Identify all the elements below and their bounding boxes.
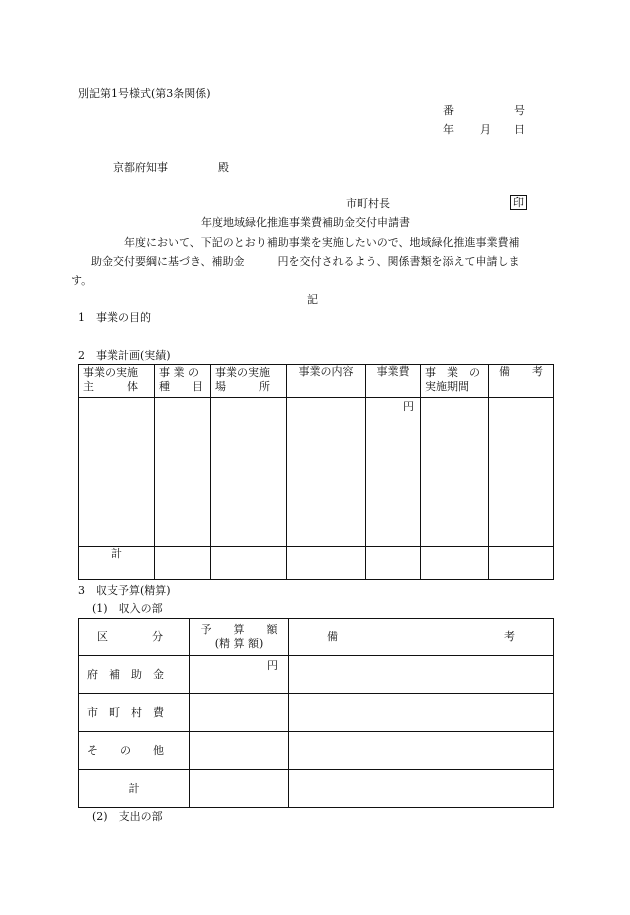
header-implementation-place-line1: 事業の実施: [215, 366, 270, 379]
addressee: 京都府知事: [113, 161, 168, 174]
amount-other: [190, 732, 289, 770]
cell-project-content: [287, 398, 366, 547]
table-total-row: [79, 547, 554, 580]
header-implementing-body: [79, 365, 155, 398]
honorific: 殿: [218, 161, 229, 174]
table-header-row: [79, 365, 554, 398]
remarks-municipal-expense: [289, 694, 554, 732]
body-line-2: 助金交付要綱に基づき、補助金 円を交付されるよう、関係書類を添えて申請しま: [91, 255, 520, 268]
header-project-content-label: 事業の内容: [298, 365, 354, 378]
header-project-content: [287, 365, 366, 398]
row-label-prefecture-subsidy-text: 府 補 助 金: [87, 667, 164, 681]
header-budget-line2: (精 算 額): [214, 637, 264, 650]
mayor-label: 市町村長: [346, 197, 390, 210]
row-label-other: [79, 732, 190, 770]
header-remarks-right: 考: [504, 630, 515, 643]
table-body-row: [79, 398, 554, 547]
total-cell: [489, 547, 554, 580]
header-remarks-label: 備 考: [499, 365, 543, 378]
total-cell: [421, 547, 489, 580]
number-label: 番: [443, 104, 454, 117]
header-category: [79, 619, 190, 656]
cell-project-type: [155, 398, 211, 547]
total-label: 計: [111, 547, 122, 560]
body-line-3: す。: [71, 274, 93, 287]
header-implementation-period: [421, 365, 489, 398]
header-project-type: [155, 365, 211, 398]
cell-implementing-body: [79, 398, 155, 547]
income-subsection-title: (1) 収入の部: [92, 602, 163, 615]
header-budget-line1: 予 算 額: [200, 623, 278, 636]
header-project-type-line1: 事 業 の: [159, 366, 199, 379]
section-3-title: 3 収支予算(精算): [78, 584, 171, 597]
row-label-municipal-expense-text: 市 町 村 費: [87, 705, 164, 719]
header-remarks: [489, 365, 554, 398]
cell-implementation-period: [421, 398, 489, 547]
seal-stamp: 印: [510, 195, 527, 210]
total-cell: [366, 547, 421, 580]
remarks-total: [289, 770, 554, 808]
income-table: [78, 618, 554, 808]
body-line-1: 年度において、下記のとおり補助事業を実施したいので、地域緑化推進事業費補: [124, 236, 520, 249]
day-label: 日: [514, 123, 525, 136]
header-implementation-period-line2: 実施期間: [425, 380, 469, 393]
expense-subsection-title: (2) 支出の部: [92, 810, 163, 823]
cell-implementation-place: [211, 398, 287, 547]
amount-total: [190, 770, 289, 808]
business-plan-table: [78, 364, 554, 580]
remarks-prefecture-subsidy: [289, 656, 554, 694]
income-row-total: [79, 770, 554, 808]
row-label-total: [79, 770, 190, 808]
amount-prefecture-subsidy: [190, 656, 289, 694]
income-row-other: [79, 732, 554, 770]
month-label: 月: [480, 123, 491, 136]
ki-mark: 記: [307, 293, 318, 306]
income-row-prefecture: [79, 656, 554, 694]
header-implementing-body-line2: 主 体: [83, 380, 138, 393]
total-label-cell: [79, 547, 155, 580]
income-header-row: [79, 619, 554, 656]
header-implementation-period-line1: 事 業 の: [425, 366, 480, 379]
cell-remarks: [489, 398, 554, 547]
income-total-label: 計: [128, 781, 140, 795]
yen-unit-income: 円: [267, 659, 278, 672]
header-budget-amount: [190, 619, 289, 656]
header-category-label: 区 分: [97, 630, 163, 643]
header-remarks-left: 備: [327, 630, 338, 643]
total-cell: [287, 547, 366, 580]
total-cell: [211, 547, 287, 580]
remarks-other: [289, 732, 554, 770]
row-label-municipal-expense: [79, 694, 190, 732]
document-title: 年度地域緑化推進事業費補助金交付申請書: [201, 216, 410, 229]
header-implementation-place: [211, 365, 287, 398]
amount-municipal-expense: [190, 694, 289, 732]
year-label: 年: [443, 123, 454, 136]
header-implementing-body-line1: 事業の実施: [83, 366, 138, 379]
header-project-cost-label: 事業費: [376, 365, 410, 378]
cell-project-cost: [366, 398, 421, 547]
yen-unit: 円: [403, 400, 414, 413]
income-row-municipal: [79, 694, 554, 732]
form-reference: 別記第1号様式(第3条関係): [78, 87, 211, 100]
total-cell: [155, 547, 211, 580]
header-remarks-income: [289, 619, 554, 656]
section-1-title: 1 事業の目的: [78, 311, 151, 324]
row-label-other-text: そ の 他: [87, 743, 164, 757]
header-project-type-line2: 種 目: [159, 380, 203, 393]
section-2-title: 2 事業計画(実績): [78, 349, 171, 362]
row-label-prefecture-subsidy: [79, 656, 190, 694]
header-project-cost: [366, 365, 421, 398]
header-implementation-place-line2: 場 所: [215, 380, 270, 393]
number-suffix: 号: [514, 104, 525, 117]
